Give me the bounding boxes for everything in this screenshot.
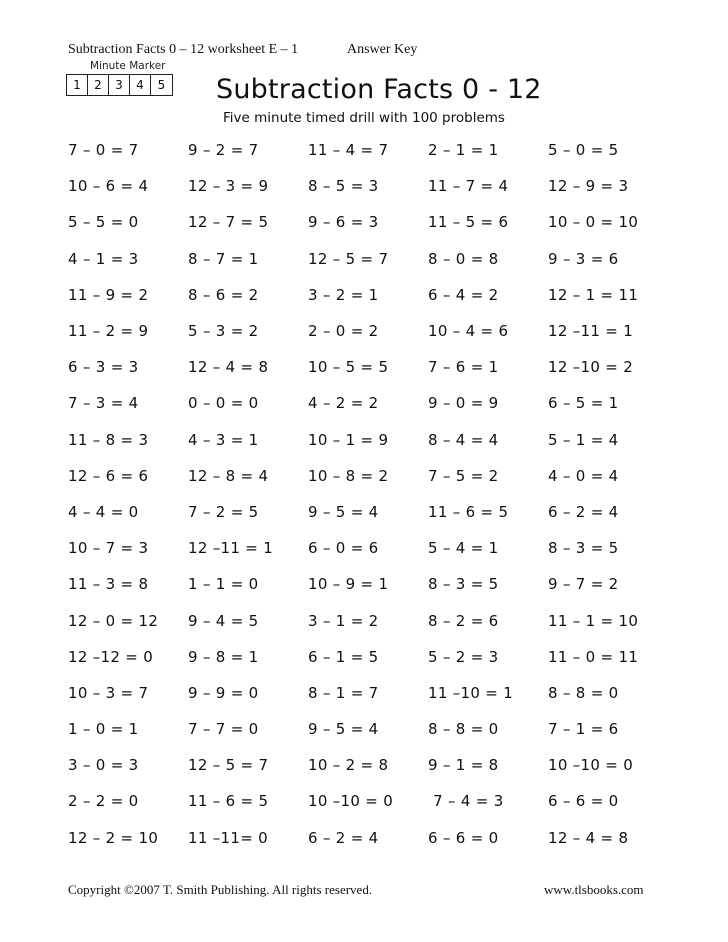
problem-cell: 12 – 5 = 7	[188, 756, 269, 775]
page-title: Subtraction Facts 0 - 12	[216, 74, 542, 105]
problem-cell: 8 – 8 = 0	[548, 683, 619, 702]
problem-cell: 7 – 6 = 1	[428, 358, 499, 377]
page-subtitle: Five minute timed drill with 100 problems	[223, 110, 505, 126]
problem-cell: 5 – 2 = 3	[428, 647, 499, 666]
minute-marker-cell: 1	[67, 75, 88, 95]
worksheet-title: Subtraction Facts 0 – 12 worksheet E – 1	[68, 42, 299, 57]
problem-cell: 12 – 4 = 8	[548, 828, 629, 847]
problem-cell: 11 – 0 = 11	[548, 647, 639, 666]
problem-cell: 9 – 7 = 2	[548, 575, 619, 594]
problem-cell: 3 – 0 = 3	[68, 756, 139, 775]
problem-cell: 11 –10 = 1	[428, 683, 514, 702]
problem-cell: 3 – 1 = 2	[308, 611, 379, 630]
problem-cell: 12 –11 = 1	[188, 539, 274, 558]
problem-cell: 7 – 1 = 6	[548, 720, 619, 739]
problem-cell: 8 – 5 = 3	[308, 177, 379, 196]
problem-cell: 9 – 0 = 9	[428, 394, 499, 413]
problem-cell: 7 – 3 = 4	[68, 394, 139, 413]
problem-cell: 11 – 9 = 2	[68, 285, 149, 304]
problem-cell: 5 – 1 = 4	[548, 430, 619, 449]
problem-cell: 11 – 8 = 3	[68, 430, 149, 449]
problem-cell: 4 – 3 = 1	[188, 430, 259, 449]
problem-cell: 6 – 0 = 6	[308, 539, 379, 558]
minute-marker-cell: 3	[109, 75, 130, 95]
problem-cell: 12 – 9 = 3	[548, 177, 629, 196]
problem-cell: 10 –10 = 0	[308, 792, 394, 811]
problem-cell: 5 – 0 = 5	[548, 141, 619, 160]
problem-cell: 11 – 6 = 5	[428, 502, 509, 521]
problem-cell: 9 – 5 = 4	[308, 720, 379, 739]
problem-cell: 10 – 2 = 8	[308, 756, 389, 775]
problem-cell: 4 – 2 = 2	[308, 394, 379, 413]
problem-cell: 10 – 8 = 2	[308, 466, 389, 485]
problem-cell: 9 – 8 = 1	[188, 647, 259, 666]
problem-cell: 1 – 1 = 0	[188, 575, 259, 594]
problem-cell: 6 – 1 = 5	[308, 647, 379, 666]
problem-cell: 10 – 9 = 1	[308, 575, 389, 594]
problem-cell: 0 – 0 = 0	[188, 394, 259, 413]
problem-cell: 11 –11= 0	[188, 828, 269, 847]
problem-cell: 9 – 1 = 8	[428, 756, 499, 775]
problem-cell: 12 – 1 = 11	[548, 285, 639, 304]
problem-cell: 11 – 2 = 9	[68, 322, 149, 341]
problem-cell: 2 – 0 = 2	[308, 322, 379, 341]
problem-cell: 6 – 2 = 4	[548, 502, 619, 521]
problem-cell: 11 – 5 = 6	[428, 213, 509, 232]
problem-cell: 12 – 4 = 8	[188, 358, 269, 377]
problem-cell: 8 – 8 = 0	[428, 720, 499, 739]
problem-cell: 9 – 3 = 6	[548, 249, 619, 268]
problem-cell: 4 – 0 = 4	[548, 466, 619, 485]
problem-cell: 10 – 1 = 9	[308, 430, 389, 449]
problem-cell: 9 – 5 = 4	[308, 502, 379, 521]
minute-marker-cell: 5	[157, 78, 166, 92]
problem-cell: 7 – 4 = 3	[428, 792, 504, 811]
problem-cell: 8 – 7 = 1	[188, 249, 259, 268]
problem-cell: 6 – 2 = 4	[308, 828, 379, 847]
problem-cell: 6 – 5 = 1	[548, 394, 619, 413]
problem-cell: 12 –12 = 0	[68, 647, 154, 666]
problem-cell: 10 – 0 = 10	[548, 213, 639, 232]
problem-cell: 5 – 4 = 1	[428, 539, 499, 558]
problem-cell: 10 – 4 = 6	[428, 322, 509, 341]
problem-cell: 9 – 4 = 5	[188, 611, 259, 630]
problem-cell: 7 – 5 = 2	[428, 466, 499, 485]
problem-cell: 2 – 1 = 1	[428, 141, 499, 160]
problem-cell: 12 – 0 = 12	[68, 611, 159, 630]
problem-cell: 12 – 6 = 6	[68, 466, 149, 485]
problem-cell: 12 –11 = 1	[548, 322, 634, 341]
problem-cell: 7 – 7 = 0	[188, 720, 259, 739]
minute-marker-label: Minute Marker	[90, 60, 166, 72]
problem-cell: 12 – 8 = 4	[188, 466, 269, 485]
problem-cell: 6 – 4 = 2	[428, 285, 499, 304]
problem-cell: 10 – 6 = 4	[68, 177, 149, 196]
problem-cell: 4 – 4 = 0	[68, 502, 139, 521]
minute-marker	[66, 74, 173, 96]
problem-cell: 8 – 4 = 4	[428, 430, 499, 449]
problem-cell: 6 – 6 = 0	[548, 792, 619, 811]
problem-cell: 12 – 3 = 9	[188, 177, 269, 196]
problem-grid	[68, 132, 688, 852]
problem-cell: 9 – 6 = 3	[308, 213, 379, 232]
problem-cell: 7 – 0 = 7	[68, 141, 139, 160]
problem-cell: 6 – 6 = 0	[428, 828, 499, 847]
problem-cell: 8 – 3 = 5	[548, 539, 619, 558]
problem-cell: 11 – 4 = 7	[308, 141, 389, 160]
problem-cell: 8 – 3 = 5	[428, 575, 499, 594]
problem-cell: 11 – 6 = 5	[188, 792, 269, 811]
problem-cell: 10 – 3 = 7	[68, 683, 149, 702]
problem-cell: 3 – 2 = 1	[308, 285, 379, 304]
problem-cell: 12 – 2 = 10	[68, 828, 159, 847]
problem-cell: 8 – 6 = 2	[188, 285, 259, 304]
problem-cell: 7 – 2 = 5	[188, 502, 259, 521]
problem-cell: 11 – 1 = 10	[548, 611, 639, 630]
problem-cell: 8 – 0 = 8	[428, 249, 499, 268]
minute-marker-cell: 2	[88, 75, 109, 95]
problem-cell: 11 – 7 = 4	[428, 177, 509, 196]
problem-cell: 12 –10 = 2	[548, 358, 634, 377]
problem-cell: 2 – 2 = 0	[68, 792, 139, 811]
website-url: www.tlsbooks.com	[544, 882, 644, 897]
problem-cell: 1 – 0 = 1	[68, 720, 139, 739]
problem-cell: 9 – 2 = 7	[188, 141, 259, 160]
problem-cell: 10 – 5 = 5	[308, 358, 389, 377]
problem-cell: 10 –10 = 0	[548, 756, 634, 775]
problem-cell: 8 – 1 = 7	[308, 683, 379, 702]
problem-cell: 4 – 1 = 3	[68, 249, 139, 268]
problem-cell: 12 – 5 = 7	[308, 249, 389, 268]
problem-cell: 5 – 3 = 2	[188, 322, 259, 341]
answer-key-label: Answer Key	[347, 42, 418, 57]
minute-marker-cell: 4	[130, 75, 151, 95]
problem-cell: 10 – 7 = 3	[68, 539, 149, 558]
problem-cell: 12 – 7 = 5	[188, 213, 269, 232]
copyright-notice: Copyright ©2007 T. Smith Publishing. All rights reserved.	[68, 882, 373, 897]
problem-cell: 8 – 2 = 6	[428, 611, 499, 630]
problem-cell: 5 – 5 = 0	[68, 213, 139, 232]
problem-cell: 11 – 3 = 8	[68, 575, 149, 594]
problem-cell: 6 – 3 = 3	[68, 358, 139, 377]
problem-cell: 9 – 9 = 0	[188, 683, 259, 702]
